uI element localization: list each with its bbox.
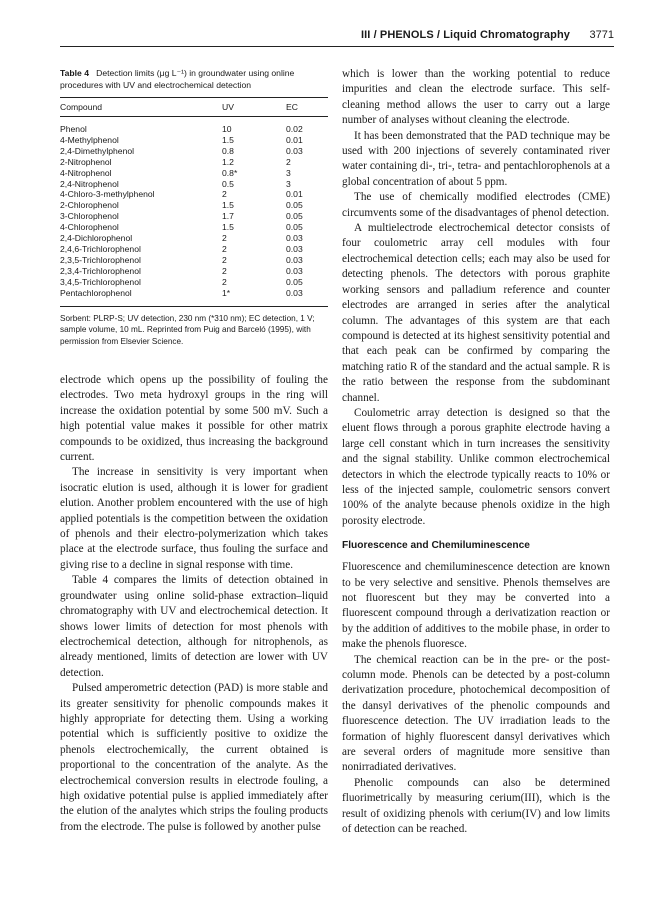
uv-cell: 2 bbox=[222, 233, 227, 244]
ec-cell: 0.03 bbox=[286, 254, 303, 265]
paragraph: Phenolic compounds can also be determined fluorimetrically by measuring cerium(III), which is the result of oxidizing phenols with cerium(IV) and low limits of detection can be reached. bbox=[342, 776, 610, 836]
compound-cell: 4-Nitrophenol bbox=[60, 167, 112, 178]
paragraph: Fluorescence and chemiluminescence detection are known to be very selective and sensitive. Phenols themselves are not fluorescent but they may be converted into a fluorescent compound through a derivatization reaction or by the addition of additives to the mobile phase, in order to make the phenols fluoresce. bbox=[342, 561, 610, 651]
ec-cell: 0.02 bbox=[286, 124, 303, 134]
ec-cell: 0.03 bbox=[286, 287, 303, 298]
ec-cell: 0.05 bbox=[286, 276, 303, 287]
table-row bbox=[60, 255, 328, 266]
table-row bbox=[60, 200, 328, 211]
uv-cell: 2 bbox=[222, 243, 227, 254]
column-header-ec: EC bbox=[286, 98, 328, 117]
table-row bbox=[60, 244, 328, 255]
uv-cell: 1.2 bbox=[222, 156, 234, 167]
table-row bbox=[60, 277, 328, 288]
ec-cell: 0.03 bbox=[286, 145, 303, 156]
paragraph: The chemical reaction can be in the pre- or the post-column mode. Phenols can be detected by a post-column derivatization procedure, photochemical decomposition of the dansyl derivatives of the phenolic compounds and fluorescence detection. The UV irradiation leads to the formation of highly fluorescent dansyl derivatives which are several orders of magnitude more sensitive than nonirradiated derivatives. bbox=[342, 653, 610, 774]
table-row bbox=[60, 211, 328, 222]
ec-cell: 0.05 bbox=[286, 222, 303, 233]
paragraph: A multielectrode electrochemical detector consists of four coulometric array cell modules with four electrochemical detection cells; each may also be used for detecting phenols. The detectors with porous graphite working sensors and palladium reference and counter electrodes are arranged in series after the analytical column. The advantages of this system are that each compound is detected at its highest sensitivity potential and that each peak can be confirmed by comparing the matching ratio R of the standard and the actual sample. R is the ratio between the response from the subdominant channel. bbox=[342, 222, 610, 404]
uv-cell: 1.7 bbox=[222, 211, 234, 222]
ec-cell: 3 bbox=[286, 178, 291, 189]
table-row bbox=[60, 168, 328, 179]
table-row bbox=[60, 288, 328, 306]
table-row bbox=[60, 179, 328, 190]
table-row bbox=[60, 189, 328, 200]
table-caption-text: Detection limits (μg L⁻¹) in groundwater using online procedures with UV and electrochemical detection bbox=[60, 68, 295, 90]
table-row bbox=[60, 233, 328, 244]
detection-limits-table bbox=[60, 97, 328, 307]
table-row bbox=[60, 135, 328, 146]
uv-cell: 2 bbox=[222, 189, 227, 200]
table-row bbox=[60, 222, 328, 233]
uv-cell: 2 bbox=[222, 276, 227, 287]
paragraph: Table 4 compares the limits of detection obtained in groundwater using online solid-phase extraction–liquid chromatography with UV and electrochemical detection. It shows lower limits of detection for most phenols with electrochemical detection, although for nitrophenols, as already mentioned, limits of detection are lower with UV detection. bbox=[60, 574, 328, 679]
ec-cell: 0.01 bbox=[286, 134, 303, 145]
paragraph: Pulsed amperometric detection (PAD) is more stable and its greater sensitivity for phenolic compounds makes it highly appropriate for detecting them. Using a working potential which is sufficiently positive to oxidize the phenols electrochemically, the current obtained is proportional to the concentration of the analyte. As the electrochemical conversion results in electrode fouling, a high oxidative potential pulse is applied immediately after the elution of the analytes which strips the fouling products from the electrode. The pulse is followed by another pulse bbox=[60, 682, 328, 833]
compound-cell: 4-Methylphenol bbox=[60, 134, 119, 145]
uv-cell: 1.5 bbox=[222, 222, 234, 233]
uv-cell: 1.5 bbox=[222, 200, 234, 211]
paragraph: Coulometric array detection is designed so that the eluent flows through a porous graphite electrode having a large cell constant which in turn increases the sensitivity and the signal stability. Unlike common electrochemical detectors in which the electrode typically reacts to 10% or less of the injected sample, coulometric sensors convert 100% of the analyte because phenols oxidize in the high porosity electrode. bbox=[342, 406, 610, 527]
compound-cell: 2,4-Nitrophenol bbox=[60, 178, 119, 189]
column-header-uv: UV bbox=[222, 98, 286, 117]
left-column-text bbox=[60, 373, 328, 835]
compound-cell: 2,4,6-Trichlorophenol bbox=[60, 243, 141, 254]
paragraph: The use of chemically modified electrodes (CME) circumvents some of the disadvantages of phenol detection. bbox=[342, 191, 610, 219]
ec-cell: 2 bbox=[286, 156, 291, 167]
uv-cell: 2 bbox=[222, 265, 227, 276]
column-header-compound: Compound bbox=[60, 98, 222, 117]
table-row bbox=[60, 157, 328, 168]
compound-cell: 3,4,5-Trichlorophenol bbox=[60, 276, 141, 287]
compound-cell: 2,4-Dimethylphenol bbox=[60, 145, 135, 156]
paragraph: which is lower than the working potential to reduce impurities and clean the electrode surface. This self-cleaning method allows the user to carry out a large number of analyses without cleaning the electrode. bbox=[342, 68, 610, 127]
compound-cell: 2-Nitrophenol bbox=[60, 156, 112, 167]
uv-cell: 1.5 bbox=[222, 134, 234, 145]
ec-cell: 0.01 bbox=[286, 189, 303, 200]
ec-cell: 0.03 bbox=[286, 243, 303, 254]
compound-cell: 2,3,5-Trichlorophenol bbox=[60, 254, 141, 265]
uv-cell: 0.8 bbox=[222, 145, 234, 156]
ec-cell: 0.03 bbox=[286, 265, 303, 276]
table-header-row bbox=[60, 98, 328, 117]
table-caption bbox=[60, 67, 328, 91]
right-column-text bbox=[342, 67, 610, 838]
page-number: 3771 bbox=[589, 29, 614, 41]
ec-cell: 0.05 bbox=[286, 211, 303, 222]
compound-cell: 2,4-Dichlorophenol bbox=[60, 233, 133, 244]
uv-cell: 0.5 bbox=[222, 178, 234, 189]
table-row bbox=[60, 266, 328, 277]
paragraph: The increase in sensitivity is very important when isocratic elution is used, although it is lower for gradient elution. Another problem encountered with the use of high applied potentials is the competition between the oxidation of phenols and their electro-polymerization which takes place at the electrode surface, thus fouling the surface and giving rise to a decline in signal response with time. bbox=[60, 466, 328, 571]
table-block bbox=[60, 67, 328, 355]
ec-cell: 3 bbox=[286, 167, 291, 178]
ec-cell: 0.05 bbox=[286, 200, 303, 211]
running-title: III / PHENOLS / Liquid Chromatography bbox=[360, 29, 570, 41]
compound-cell: Pentachlorophenol bbox=[60, 287, 132, 298]
compound-cell: 2,3,4-Trichlorophenol bbox=[60, 265, 141, 276]
compound-cell: 4-Chlorophenol bbox=[60, 222, 119, 233]
compound-cell: 3-Chlorophenol bbox=[60, 211, 119, 222]
uv-cell: 2 bbox=[222, 254, 227, 265]
table-footnote: Sorbent: PLRP-S; UV detection, 230 nm (*310 nm); EC detection, 1 V; sample volume, 10 mL. Reprinted from Puig and Barceló (1995), with permission from Elsevier Science. bbox=[60, 313, 315, 346]
compound-cell: 2-Chlorophenol bbox=[60, 200, 119, 211]
compound-cell: Phenol bbox=[60, 124, 87, 134]
table-body bbox=[60, 117, 328, 307]
table-row bbox=[60, 117, 328, 135]
table-label: Table 4 bbox=[60, 68, 89, 78]
ec-cell: 0.03 bbox=[286, 233, 303, 244]
section-heading: Fluorescence and Chemiluminescence bbox=[342, 540, 530, 552]
page-header bbox=[60, 29, 614, 47]
uv-cell: 0.8* bbox=[222, 167, 238, 178]
paragraph: It has been demonstrated that the PAD technique may be used with 200 injections of severely contaminated river water containing di-, tri-, tetra- and pentachlorophenols at a global concentration of about 5 ppm. bbox=[342, 129, 610, 188]
paragraph: electrode which opens up the possibility of fouling the electrodes. Two meta hydroxyl groups in the ring will increase the oxidation potential by some 500 mV. Such a high potential value makes it possible for other matrix compounds to be oxidized, thus increasing the background current. bbox=[60, 374, 328, 464]
table-row bbox=[60, 146, 328, 157]
compound-cell: 4-Chloro-3-methylphenol bbox=[60, 189, 155, 200]
uv-cell: 10 bbox=[222, 124, 232, 134]
header-rule bbox=[60, 46, 614, 47]
uv-cell: 1* bbox=[222, 287, 231, 298]
